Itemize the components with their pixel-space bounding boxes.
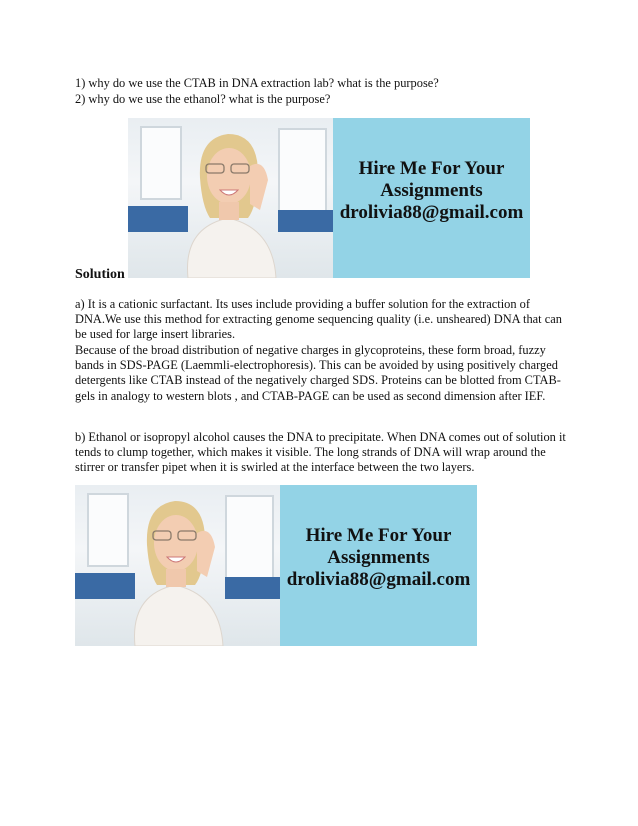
answer-b: b) Ethanol or isopropyl alcohol causes the DNA to precipitate. When DNA comes out of solution it tends to clump together, which makes it visible. The long strands of DNA will wrap around the stirrer or transfer pipet when it is swirled at the interface between the two layers. <box>75 430 566 475</box>
answer-a-part-2: Because of the broad distribution of negative charges in glycoproteins, these form broad, fuzzy bands in SDS-PAGE (Laemmli-electrophoresis). This can be avoided by using positively charged detergents like CTAB instead of the negatively charged SDS. Proteins can be blotted from CTAB-gels in analogy to western blots , and CTAB-PAGE can be used as second dimension after IEF. <box>75 343 561 403</box>
answer-a-part-1: a) It is a cationic surfactant. Its uses include providing a buffer solution for the extraction of DNA.We use this method for extracting genome sequencing quality (i.e. unsheared) DNA that can be used for large insert libraries. <box>75 297 562 342</box>
ad-line-2: Assignments <box>327 547 430 568</box>
ad-banner <box>128 118 530 278</box>
woman-photo-2 <box>75 485 280 646</box>
ad-line-2: Assignments <box>380 180 483 201</box>
question-1: 1) why do we use the CTAB in DNA extraction lab? what is the purpose? <box>75 76 439 90</box>
ad-text-panel <box>333 118 530 278</box>
woman-illustration <box>128 118 333 278</box>
ad-text-panel-2 <box>280 485 477 646</box>
question-2: 2) why do we use the ethanol? what is the purpose? <box>75 92 331 106</box>
woman-photo <box>128 118 333 278</box>
ad-line-1: Hire Me For Your <box>305 525 452 546</box>
ad-email: drolivia88@gmail.com <box>339 202 524 223</box>
solution-heading: Solution <box>75 267 125 282</box>
ad-banner-2 <box>75 485 477 646</box>
woman-illustration-2 <box>75 485 280 646</box>
ad-email: drolivia88@gmail.com <box>286 569 471 590</box>
ad-line-1: Hire Me For Your <box>358 158 505 179</box>
